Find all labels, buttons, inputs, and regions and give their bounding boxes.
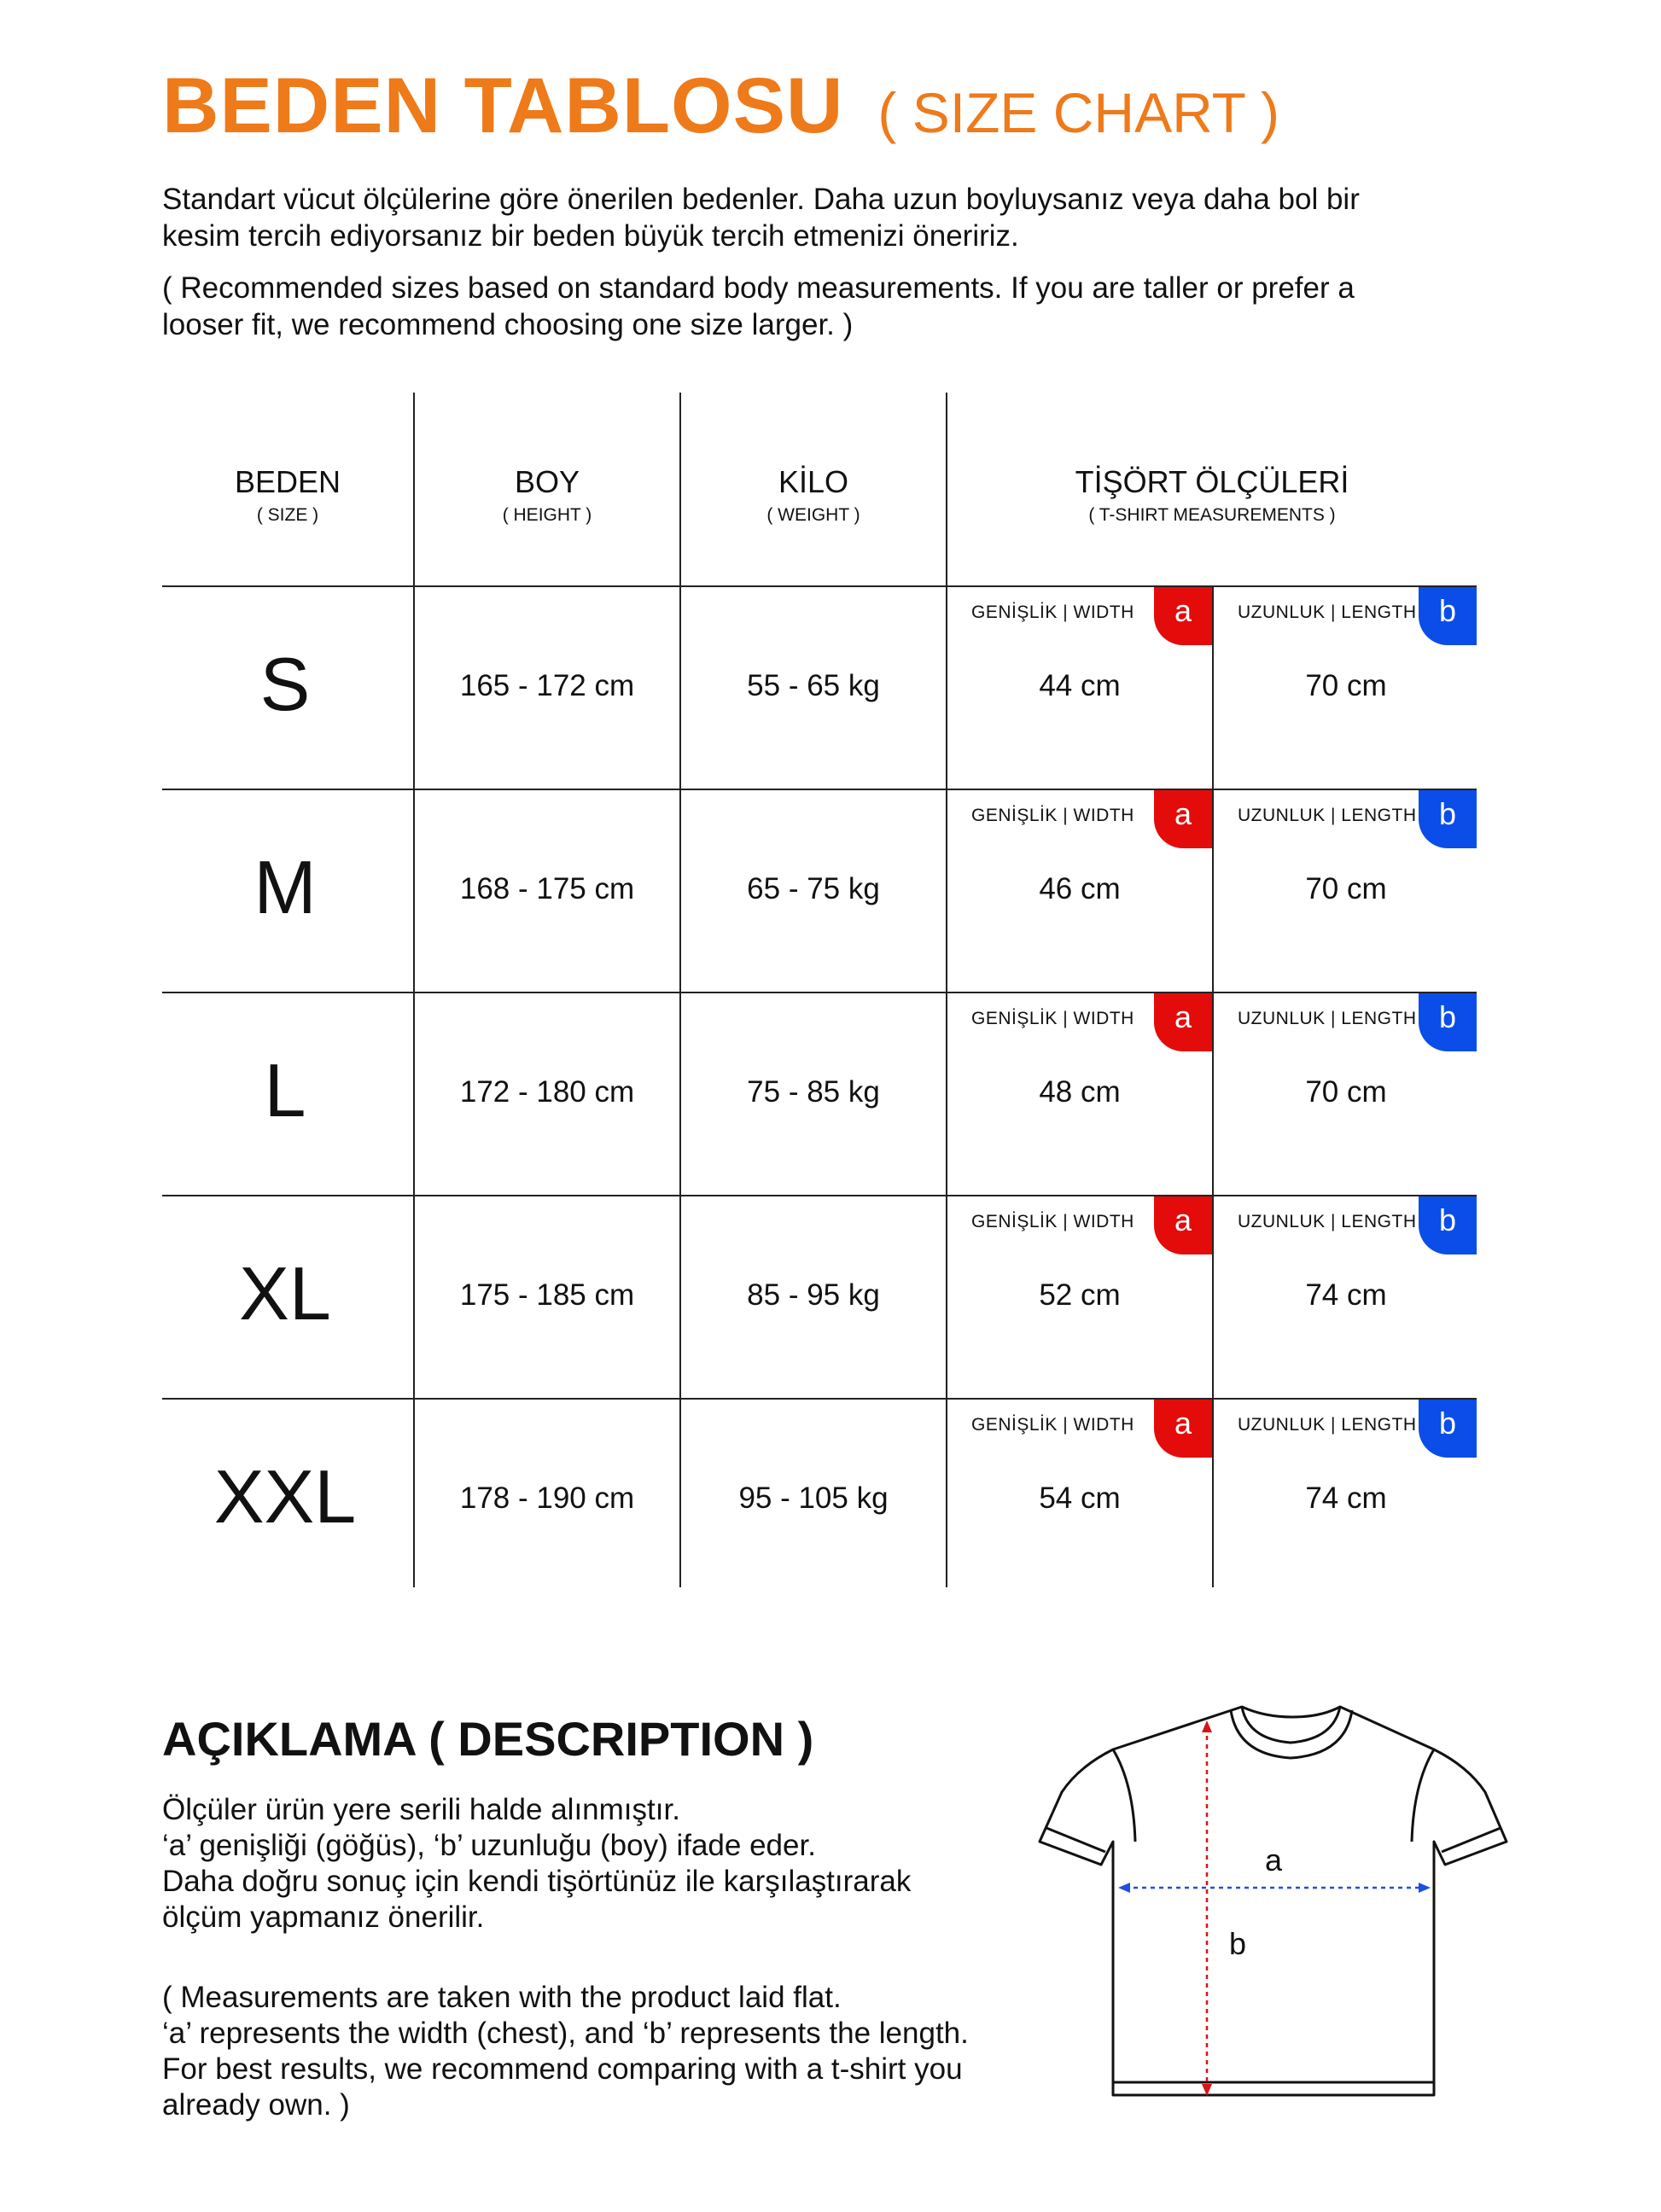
- length-value: 70 cm: [1305, 669, 1387, 702]
- height-value: 175 - 185 cm: [459, 1278, 635, 1312]
- length-label: UZUNLUK | LENGTH: [1238, 1009, 1417, 1028]
- label-b: b: [1229, 1926, 1247, 1961]
- badge-a: a: [1154, 1196, 1212, 1254]
- intro-text-en: ( Recommended sizes based on standard body measurements. If you are taller or prefer a looser fit, we recommend choosing one size larger. ): [162, 271, 1355, 341]
- table-divider: [679, 393, 681, 1587]
- height-value: 172 - 180 cm: [459, 1075, 635, 1109]
- description-text-en: ( Measurements are taken with the product laid flat. ‘a’ represents the width (chest), and ‘b’ represents the length. For best results, we recommend comparing with a t-shirt you already own. ): [162, 1981, 969, 2122]
- length-label: UZUNLUK | LENGTH: [1238, 806, 1417, 825]
- badge-b: b: [1419, 1196, 1477, 1254]
- weight-value: 75 - 85 kg: [747, 1075, 880, 1109]
- length-value: 74 cm: [1305, 1278, 1387, 1312]
- width-value: 52 cm: [1039, 1278, 1121, 1312]
- width-value: 48 cm: [1039, 1075, 1121, 1109]
- weight-value: 85 - 95 kg: [747, 1278, 880, 1312]
- size-label: XXL: [213, 1454, 357, 1539]
- length-value: 70 cm: [1305, 1075, 1387, 1109]
- table-divider: [162, 585, 1477, 587]
- width-value: 44 cm: [1039, 669, 1121, 702]
- description-text-tr: Ölçüler ürün yere serili halde alınmıştır. ‘a’ genişliği (göğüs), ‘b’ uzunluğu (boy) ifade eder. Daha doğru sonuç için kendi tişörtünüz ile karşılaştırarak ölçüm yapmanız önerilir.: [162, 1793, 912, 1934]
- badge-a: a: [1154, 587, 1212, 645]
- tshirt-outline: [1040, 1707, 1507, 2095]
- badge-a: a: [1154, 790, 1212, 848]
- width-label: GENİŞLİK | WIDTH: [971, 1415, 1134, 1435]
- size-label: S: [259, 642, 311, 726]
- table-divider: [162, 992, 1477, 993]
- length-label: UZUNLUK | LENGTH: [1238, 1415, 1417, 1435]
- weight-value: 95 - 105 kg: [738, 1481, 889, 1515]
- badge-b: b: [1419, 790, 1477, 848]
- table-divider: [946, 393, 947, 1587]
- width-label: GENİŞLİK | WIDTH: [971, 1212, 1134, 1231]
- table-divider: [413, 393, 415, 1587]
- badge-a: a: [1154, 993, 1212, 1051]
- table-divider: [162, 789, 1477, 790]
- width-value: 54 cm: [1039, 1481, 1121, 1515]
- column-header-tshirt-measurements: TİŞÖRT ÖLÇÜLERİ ( T-SHIRT MEASUREMENTS ): [1075, 464, 1349, 525]
- column-header-weight: KİLO ( WEIGHT ): [766, 464, 860, 525]
- size-label: L: [264, 1048, 306, 1132]
- weight-value: 65 - 75 kg: [747, 872, 880, 905]
- height-value: 178 - 190 cm: [459, 1481, 635, 1515]
- table-divider: [162, 1195, 1477, 1196]
- page-title: BEDEN TABLOSU: [162, 62, 844, 149]
- size-label: M: [254, 845, 317, 929]
- badge-b: b: [1419, 993, 1477, 1051]
- length-value: 74 cm: [1305, 1481, 1387, 1515]
- length-label: UZUNLUK | LENGTH: [1238, 1212, 1417, 1231]
- page-title-row: [162, 62, 1280, 149]
- table-divider: [162, 1398, 1477, 1400]
- page-subtitle: ( SIZE CHART ): [877, 81, 1280, 144]
- intro-text-tr: Standart vücut ölçülerine göre önerilen bedenler. Daha uzun boyluysanız veya daha bol bir kesim tercih ediyorsanız bir beden büyük tercih etmenizi öneririz.: [162, 183, 1360, 253]
- column-header-height: BOY ( HEIGHT ): [502, 464, 592, 525]
- width-value: 46 cm: [1039, 872, 1121, 905]
- description-title: AÇIKLAMA ( DESCRIPTION ): [162, 1712, 814, 1766]
- width-label: GENİŞLİK | WIDTH: [971, 806, 1134, 825]
- height-value: 168 - 175 cm: [459, 872, 635, 905]
- badge-b: b: [1419, 587, 1477, 645]
- label-a: a: [1265, 1842, 1283, 1877]
- weight-value: 55 - 65 kg: [747, 669, 880, 702]
- width-arrow: [1118, 1883, 1431, 1893]
- length-label: UZUNLUK | LENGTH: [1238, 602, 1417, 622]
- length-value: 70 cm: [1305, 872, 1387, 905]
- length-arrow: [1202, 1720, 1212, 2096]
- badge-b: b: [1419, 1400, 1477, 1458]
- badge-a: a: [1154, 1400, 1212, 1458]
- column-header-size: BEDEN ( SIZE ): [234, 464, 341, 525]
- tshirt-measurement-diagram: [1024, 1698, 1536, 2142]
- height-value: 165 - 172 cm: [459, 669, 635, 702]
- width-label: GENİŞLİK | WIDTH: [971, 602, 1134, 622]
- width-label: GENİŞLİK | WIDTH: [971, 1009, 1134, 1028]
- size-label: XL: [239, 1251, 331, 1336]
